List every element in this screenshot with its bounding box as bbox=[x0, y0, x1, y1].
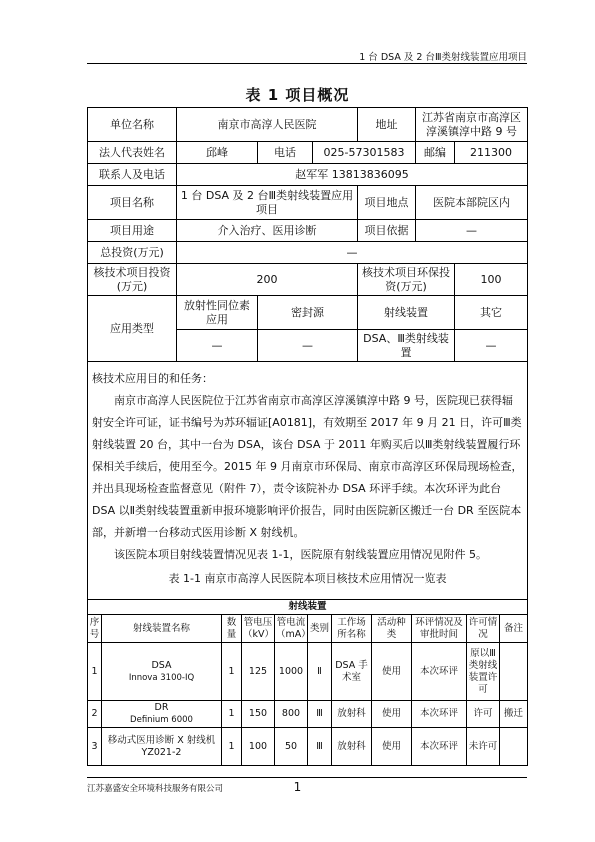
row-activity: 使用 bbox=[372, 643, 412, 701]
device-name: DSA bbox=[151, 659, 172, 671]
overview-table bbox=[87, 107, 528, 602]
row-activity: 使用 bbox=[372, 701, 412, 728]
row-qty: 1 bbox=[222, 643, 242, 701]
row-qty: 1 bbox=[222, 701, 242, 728]
row-class: Ⅲ bbox=[308, 701, 332, 728]
page-header: 1 台 DSA 及 2 台Ⅲ类射线装置应用项目 bbox=[359, 52, 527, 63]
footer-company: 江苏嘉盛安全环境科技服务有限公司 bbox=[87, 784, 224, 794]
type-header-other: 其它 bbox=[455, 296, 528, 330]
basis-label: 项目依据 bbox=[358, 220, 416, 242]
postcode-label: 邮编 bbox=[416, 142, 455, 164]
row-permit: 未许可 bbox=[467, 728, 500, 766]
col-header-place: 工作场所名称 bbox=[332, 615, 372, 643]
col-header-activity: 活动种类 bbox=[372, 615, 412, 643]
paragraph-1: 南京市高淳人民医院位于江苏省南京市高淳区淳溪镇淳中路 9 号，医院现已获得辐射安全许可证，证书编号为苏环辐证[A0181]，有效期至 2017 年 9 月 21 日，许可Ⅲ类射线装置 20 台，其中一台为 DSA，该台 DSA 于 2011 年购买后以Ⅲ类射线装置履行环保相关手续后，使用至今。2015 年 9 月南京市环保局、南京市高淳区环保局现场检查，并出具现场检查监督意见（附件 7），责令该院补办 DSA 环评手续。本次环评为此台 DSA 以Ⅱ类射线装置重新申报环境影响评价报告，同时由医院新区搬迁一台 DR 至医院本部，并新增一台移动式医用诊断 X 射线机。 bbox=[92, 394, 523, 539]
row-place: 放射科 bbox=[332, 728, 372, 766]
row-place: DSA 手术室 bbox=[332, 643, 372, 701]
row-activity: 使用 bbox=[372, 728, 412, 766]
purpose-value: 介入治疗、医用诊断 bbox=[177, 220, 358, 242]
row-class: Ⅲ bbox=[308, 728, 332, 766]
device-name: 移动式医用诊断 X 射线机 bbox=[107, 734, 216, 746]
col-header-kv: 管电压（kV） bbox=[242, 615, 275, 643]
address-label: 地址 bbox=[358, 108, 416, 142]
row-kv: 150 bbox=[242, 701, 275, 728]
legal-label: 法人代表姓名 bbox=[88, 142, 177, 164]
device-model: Definium 6000 bbox=[130, 715, 193, 725]
row-note bbox=[500, 643, 528, 701]
row-class: Ⅱ bbox=[308, 643, 332, 701]
col-header-note: 备注 bbox=[500, 615, 528, 643]
header-rule bbox=[87, 63, 527, 64]
row-device bbox=[102, 643, 222, 701]
device-model: Innova 3100-IQ bbox=[128, 672, 195, 683]
section-lead: 核技术应用目的和任务： bbox=[92, 372, 213, 385]
row-note bbox=[500, 728, 528, 766]
col-header-permit: 许可情况 bbox=[467, 615, 500, 643]
purpose-label: 项目用途 bbox=[88, 220, 177, 242]
table-caption: 表 1-1 南京市高淳人民医院本项目核技术应用情况一览表 bbox=[168, 572, 447, 585]
equipment-group-header: 射线装置 bbox=[88, 600, 528, 615]
type-header-sealed-source: 密封源 bbox=[258, 296, 358, 330]
paragraph-2: 该医院本项目射线装置情况见表 1-1，医院原有射线装置应用情况见附件 5。 bbox=[114, 548, 487, 561]
equipment-table bbox=[87, 599, 528, 766]
row-ma: 50 bbox=[275, 728, 308, 766]
basis-value: — bbox=[416, 220, 528, 242]
col-header-eia: 环评情况及审批时间 bbox=[412, 615, 467, 643]
application-type-label: 应用类型 bbox=[88, 296, 177, 362]
address-value: 江苏省南京市高淳区淳溪镇淳中路 9 号 bbox=[416, 108, 528, 142]
row-eia: 本次环评 bbox=[412, 701, 467, 728]
row-eia: 本次环评 bbox=[412, 643, 467, 701]
page-title: 表 1 项目概况 bbox=[245, 86, 350, 104]
phone-label: 电话 bbox=[258, 142, 313, 164]
row-permit: 原以Ⅲ类射线装置许可 bbox=[467, 643, 500, 701]
row-eia: 本次环评 bbox=[412, 728, 467, 766]
phone-value: 025-57301583 bbox=[313, 142, 416, 164]
row-no: 1 bbox=[88, 643, 102, 701]
col-header-name: 射线装置名称 bbox=[102, 615, 222, 643]
col-header-class: 类别 bbox=[308, 615, 332, 643]
total-investment-value: — bbox=[177, 242, 528, 264]
nuclear-investment-label: 核技术项目投资(万元) bbox=[88, 264, 177, 296]
type-header-ray-device: 射线装置 bbox=[358, 296, 455, 330]
table-row bbox=[88, 701, 528, 728]
type-value-isotope: — bbox=[177, 330, 258, 362]
contact-label: 联系人及电话 bbox=[88, 164, 177, 186]
footer-rule bbox=[87, 777, 527, 778]
env-investment-label: 核技术项目环保投资(万元) bbox=[358, 264, 455, 296]
row-ma: 800 bbox=[275, 701, 308, 728]
location-value: 医院本部院区内 bbox=[416, 186, 528, 220]
nuclear-investment-value: 200 bbox=[177, 264, 358, 296]
location-label: 项目地点 bbox=[358, 186, 416, 220]
postcode-value: 211300 bbox=[455, 142, 528, 164]
row-place: 放射科 bbox=[332, 701, 372, 728]
row-kv: 125 bbox=[242, 643, 275, 701]
type-header-isotope: 放射性同位素应用 bbox=[177, 296, 258, 330]
project-name-label: 项目名称 bbox=[88, 186, 177, 220]
project-name-value: 1 台 DSA 及 2 台Ⅲ类射线装置应用项目 bbox=[177, 186, 358, 220]
row-device bbox=[102, 701, 222, 728]
contact-value: 赵军军 13813836095 bbox=[177, 164, 528, 186]
legal-value: 邱峰 bbox=[177, 142, 258, 164]
row-no: 3 bbox=[88, 728, 102, 766]
type-value-other: — bbox=[455, 330, 528, 362]
row-ma: 1000 bbox=[275, 643, 308, 701]
col-header-ma: 管电流（mA） bbox=[275, 615, 308, 643]
row-device bbox=[102, 728, 222, 766]
env-investment-value: 100 bbox=[455, 264, 528, 296]
col-header-qty: 数量 bbox=[222, 615, 242, 643]
purpose-description bbox=[88, 362, 528, 602]
table-row bbox=[88, 643, 528, 701]
row-permit: 许可 bbox=[467, 701, 500, 728]
type-value-ray-device: DSA、Ⅲ类射线装置 bbox=[358, 330, 455, 362]
total-investment-label: 总投资(万元) bbox=[88, 242, 177, 264]
device-name: DR bbox=[154, 702, 169, 713]
row-qty: 1 bbox=[222, 728, 242, 766]
col-header-no: 序号 bbox=[88, 615, 102, 643]
row-kv: 100 bbox=[242, 728, 275, 766]
table-row bbox=[88, 728, 528, 766]
row-note: 搬迁 bbox=[500, 701, 528, 728]
type-value-sealed-source: — bbox=[258, 330, 358, 362]
unit-label: 单位名称 bbox=[88, 108, 177, 142]
device-model: YZ021-2 bbox=[141, 746, 182, 758]
unit-value: 南京市高淳人民医院 bbox=[177, 108, 358, 142]
row-no: 2 bbox=[88, 701, 102, 728]
page-number: 1 bbox=[293, 780, 302, 794]
